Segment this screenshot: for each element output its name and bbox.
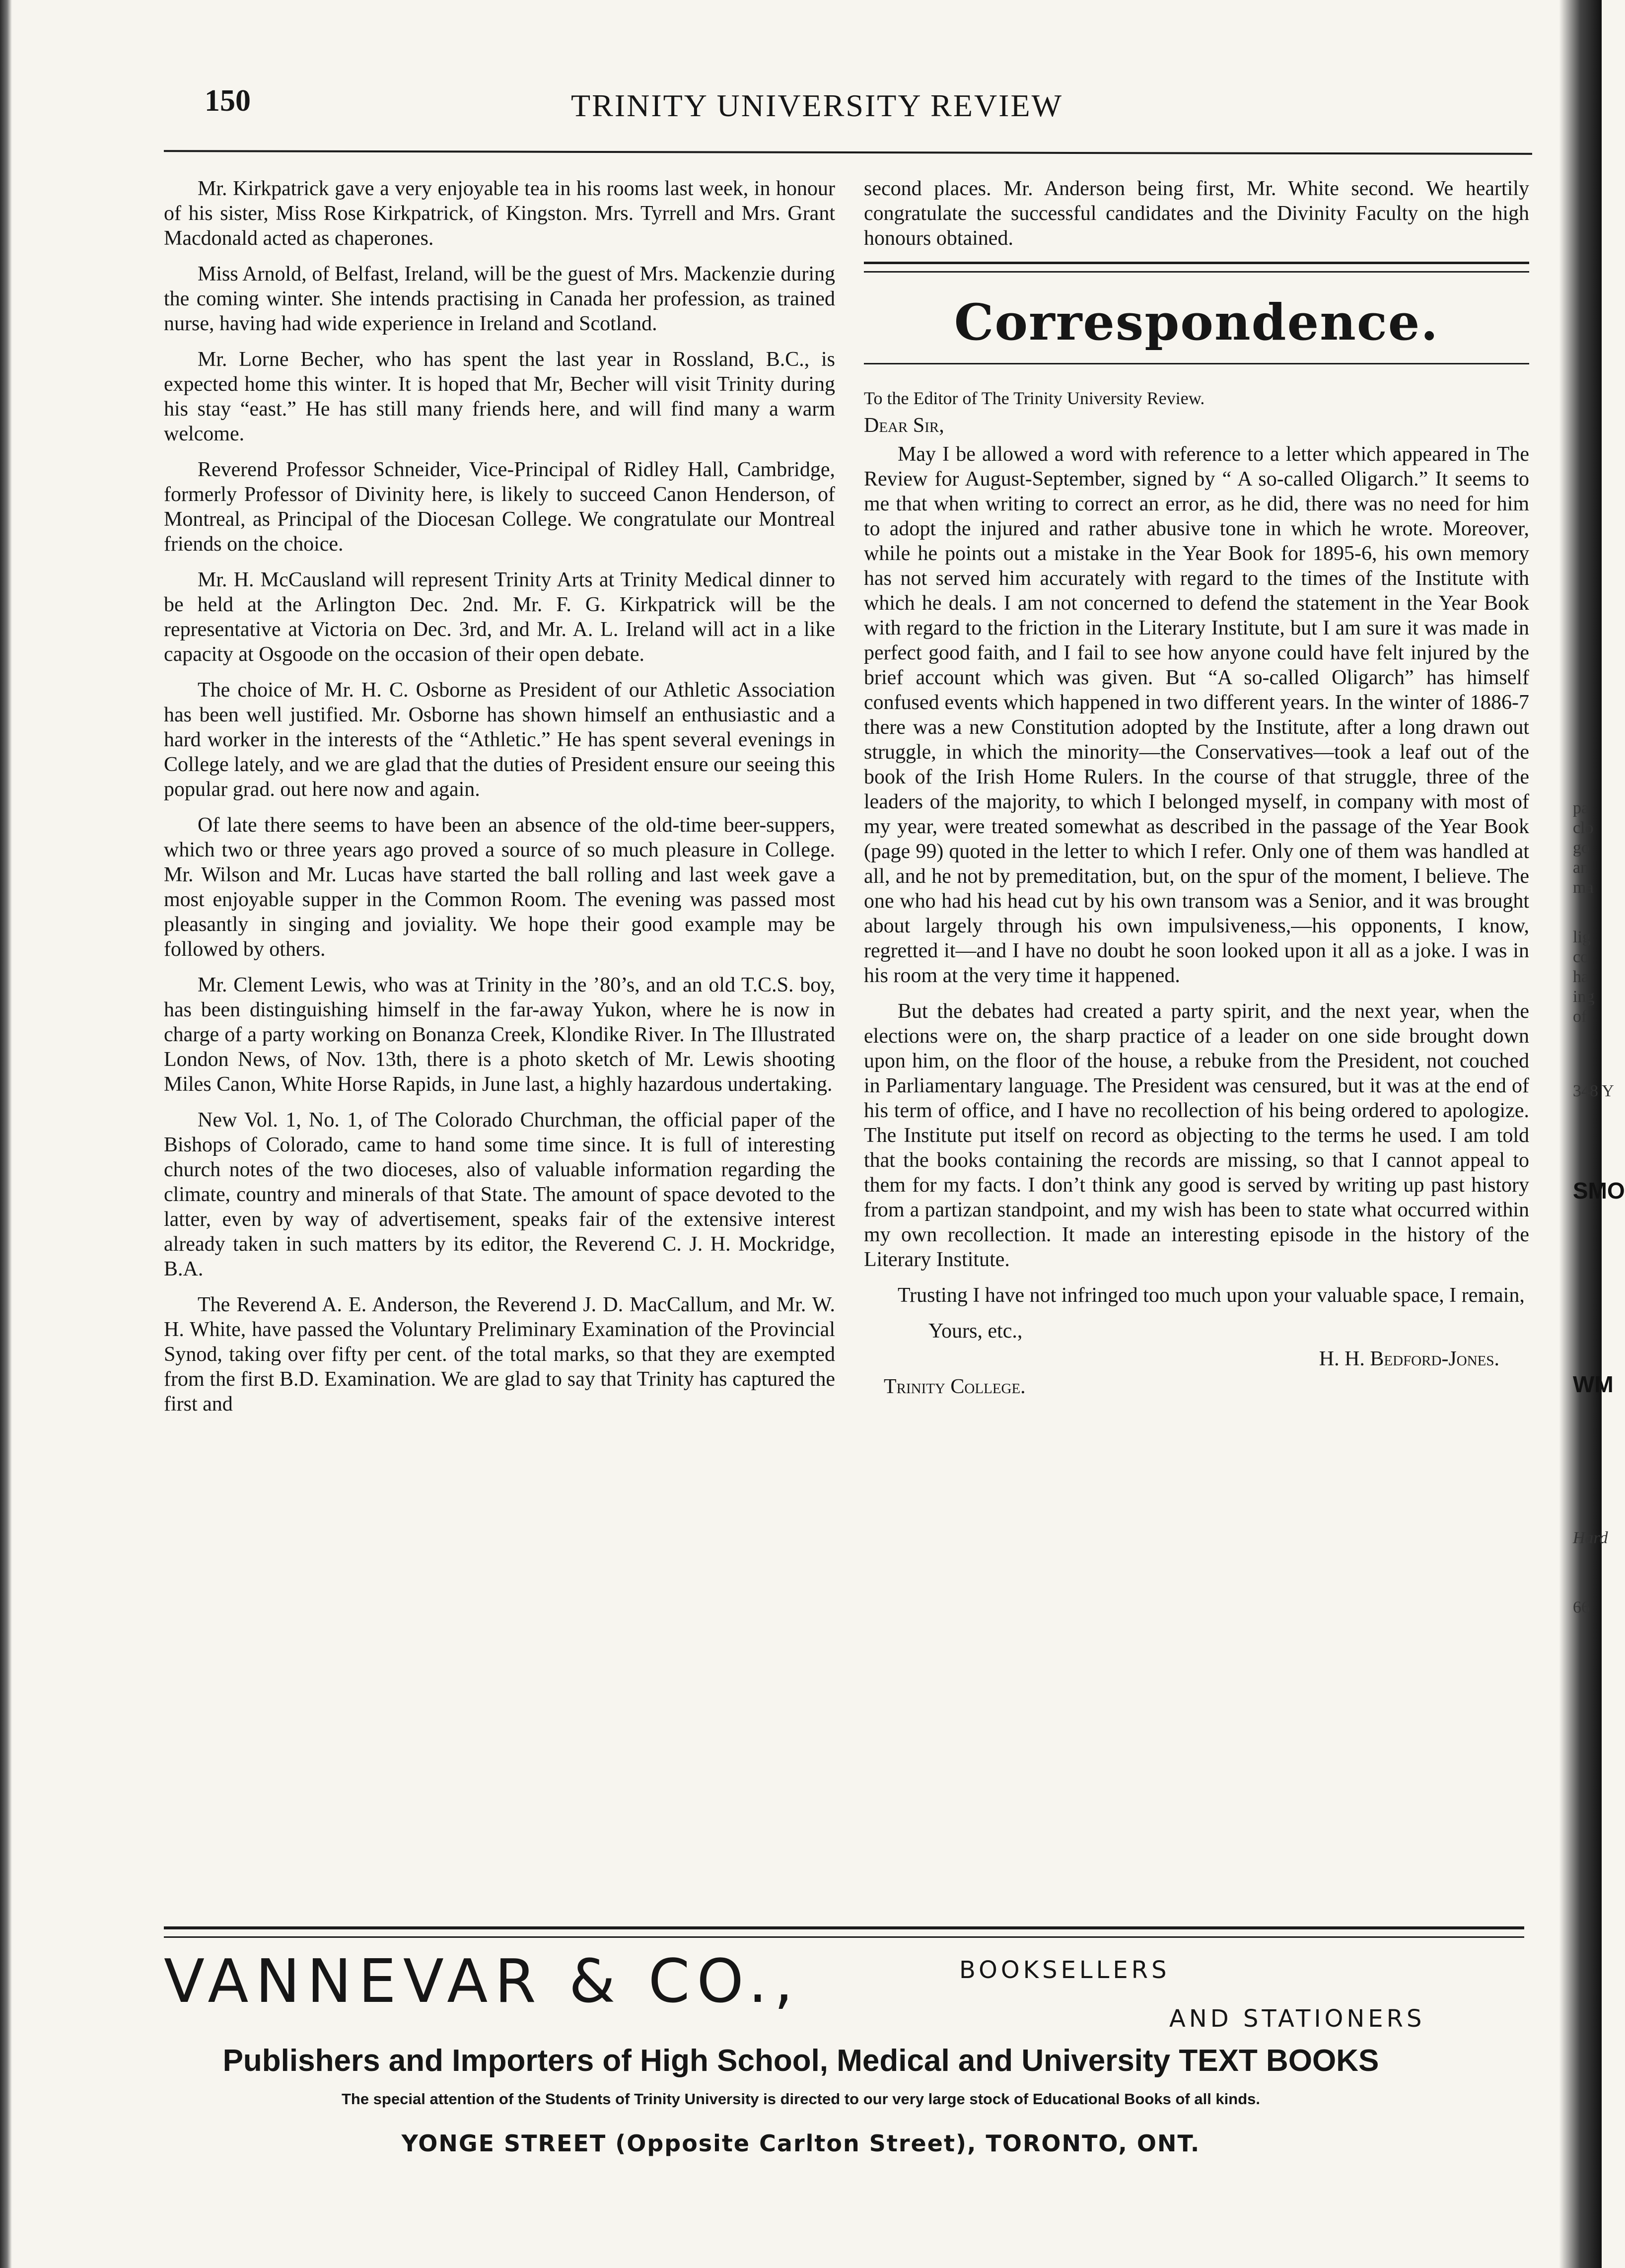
- letter-closing: Yours, etc.,: [928, 1320, 1023, 1343]
- advertisement-note: The special attention of the Students of Trinity University is directed to our very large stock of Educational Books of all kinds.: [341, 2090, 1261, 2108]
- section-title-rule: [864, 363, 1529, 364]
- continued-news-item: second places. Mr. Anderson being first, Mr. White second. We heartily congratulate the successful candidates and the Divinity Faculty on the high honours obtained.: [864, 177, 1529, 250]
- news-item: Of late there seems to have been an absence of the old-time beer-suppers, which two or three years ago proved a source of so much pleasure in College. Mr. Wilson and Mr. Lucas have started the ball rolling and last week gave a most enjoyable supper in the Common Room. The evening was passed most pleasantly in singing and joviality. We hope their good example may be followed by others.: [164, 814, 835, 961]
- letter-paragraph: But the debates had created a party spirit, and the next year, when the elections were on, the sharp practice of a leader on one side brought down upon him, on the floor of the house, a rebuke from the President, not couched in Parliamentary language. The President was censured, but it was at the end of his term of office, and I have no recollection of his being ordered to apologize. The Institute put itself on record as objecting to the terms he used. I am told that the books containing the records are missing, so that I cannot appeal to them for my facts. I don’t think any good is served by writing up past history from a partizan standpoint, and my wish has been to state what occurred within my own recollection. It made an interesting episode in the history of the Literary Institute.: [864, 1000, 1529, 1271]
- facing-page-fragment: lig: [1573, 928, 1591, 946]
- facing-page-fragment: Hard: [1573, 1529, 1608, 1547]
- advertiser-name: VANNEVAR & CO.,: [164, 1947, 800, 2016]
- facing-page-fragment: of: [1573, 1007, 1587, 1026]
- facing-page-fragment: 348 Y: [1573, 1082, 1614, 1100]
- page-number: 150: [205, 84, 251, 118]
- letter-paragraph: Trusting I have not infringed too much upon your valuable space, I remain,: [898, 1284, 1525, 1307]
- section-title: Correspondence.: [954, 293, 1439, 352]
- news-item: Mr. Kirkpatrick gave a very enjoyable tea in his rooms last week, in honour of his sister, Miss Rose Kirkpatrick, of Kingston. Mrs. Tyrrell and Mrs. Grant Macdonald acted as chaperones.: [164, 177, 835, 250]
- letter-location: Trinity College.: [884, 1375, 1026, 1398]
- news-item: Mr. Clement Lewis, who was at Trinity in the ’80’s, and an old T.C.S. boy, has been distinguishing himself in the far-away Yukon, where he is now in charge of a party working on Bonanza Creek, Klondike River. In The Illustrated London News, of Nov. 13th, there is a photo sketch of Mr. Lewis shooting Miles Canon, White Horse Rapids, in June last, a highly hazardous undertaking.: [164, 974, 835, 1096]
- news-item: The Reverend A. E. Anderson, the Reverend J. D. MacCallum, and Mr. W. H. White, have passed the Voluntary Preliminary Examination of the Provincial Synod, taking over fifty per cent. of the total marks, so that they are exempted from the first B.D. Examination. We are glad to say that Trinity has captured the first and: [164, 1293, 835, 1416]
- letter-paragraph: May I be allowed a word with reference to a letter which appeared in The Review for August-September, signed by “ A so-called Oligarch.” It seems to me that when writing to correct an error, as he did, there was no need for him to adopt the injured and rather abusive tone in which he wrote. Moreover, while he points out a mistake in the Year Book for 1895-6, his own memory has not served him accurately with regard to the times of the Institute with which he deals. I am not concerned to defend the statement in the Year Book with regard to the friction in the Literary Institute, but I am sure it was made in perfect good faith, and I fail to see how anyone could have felt injured by the brief account which was given. But “A so-called Oligarch” has himself confused events which happened in two different years. In the winter of 1886-7 there was a new Constitution adopted by the Institute, after a long drawn out struggle, in which the minority—the Conservatives—took a leaf out of the book of the Irish Home Rulers. In the course of that struggle, three of the leaders of the majority, to which I belonged myself, in company with most of my year, were treated somewhat as described in the passage of the Year Book (page 99) quoted in the letter to which I refer. Only one of them was handled at all, and he not by premeditation, but, on the spur of the moment, I believe. The one who had his head cut by his own transom was a Senior, and it was brought about largely through his own impulsiveness,—his opponents, I know, regretted it—and I have no doubt he soon looked upon it all as a joke. I was in his room at the very time it happened.: [864, 443, 1529, 987]
- facing-page-fragment: 66: [1573, 1598, 1590, 1617]
- news-item: Reverend Professor Schneider, Vice-Principal of Ridley Hall, Cambridge, formerly Professor of Divinity here, is likely to succeed Canon Henderson, of Montreal, as Principal of the Diocesan College. We congratulate our Montreal friends on the choice.: [164, 458, 835, 556]
- advertiser-trade-1: BOOKSELLERS: [959, 1956, 1170, 1984]
- facing-page-fragment: SMO: [1573, 1178, 1625, 1204]
- letter-salutation: Dear Sir,: [864, 414, 944, 437]
- letter-address: To the Editor of The Trinity University Review.: [864, 388, 1205, 408]
- advertisement-headline: Publishers and Importers of High School, Medical and University TEXT BOOKS: [222, 2044, 1379, 2078]
- facing-page-fragment: ing: [1573, 988, 1595, 1006]
- news-item: The choice of Mr. H. C. Osborne as President of our Athletic Association has been well justified. Mr. Osborne has shown himself an enthusiastic and a hard worker in the interests of the “Athletic.” He has spent several evenings in College lately, and we are glad that the duties of President ensure our seeing this popular grad. out here now and again.: [164, 679, 835, 801]
- advertiser-trade-2: AND STATIONERS: [1169, 2005, 1425, 2033]
- page-header: [0, 83, 1602, 138]
- left-column: [164, 176, 835, 1427]
- facing-page-fragment: co: [1573, 948, 1589, 966]
- letter-signature: H. H. Bedford-Jones.: [1319, 1347, 1499, 1370]
- facing-page-fragment: WM: [1573, 1371, 1614, 1397]
- news-item: Mr. H. McCausland will represent Trinity Arts at Trinity Medical dinner to be held at the Arlington Dec. 2nd. Mr. F. G. Kirkpatrick will be the representative at Victoria on Dec. 3rd, and Mr. A. L. Ireland will act in a like capacity at Osgoode on the occasion of their open debate.: [164, 568, 835, 666]
- facing-page-fragment: ha: [1573, 968, 1589, 986]
- facing-page-fragment: an: [1573, 858, 1589, 877]
- header-rule: [164, 150, 1532, 155]
- right-column: [864, 176, 1529, 1410]
- scan-edge-left: [0, 0, 12, 2268]
- facing-page-fragment: go: [1573, 839, 1590, 857]
- section-divider: [864, 262, 1529, 273]
- scan-edge-right: [1559, 0, 1625, 2268]
- facing-page-fragment: ma: [1573, 878, 1594, 897]
- advertisement-rule: [164, 1926, 1524, 1938]
- advertisement-address: YONGE STREET (Opposite Carlton Street), TORONTO, ONT.: [401, 2130, 1201, 2157]
- news-item: Miss Arnold, of Belfast, Ireland, will be the guest of Mrs. Mackenzie during the coming winter. She intends practising in Canada her profession, as trained nurse, having had wide experience in Ireland and Scotland.: [164, 263, 835, 335]
- news-item: Mr. Lorne Becher, who has spent the last year in Rossland, B.C., is expected home this winter. It is hoped that Mr, Becher will visit Trinity during his stay “east.” He has still many friends here, and will find many a warm welcome.: [164, 348, 835, 445]
- journal-title: TRINITY UNIVERSITY REVIEW: [571, 88, 1063, 123]
- facing-page-fragment: clo: [1573, 819, 1594, 837]
- news-item: New Vol. 1, No. 1, of The Colorado Churchman, the official paper of the Bishops of Colorado, came to hand some time since. It is full of interesting church notes of the two dioceses, also of valuable information regarding the climate, country and minerals of that State. The amount of space devoted to the latter, even by way of advertisement, speaks fair of the extensive interest already taken in such matters by its editor, the Reverend C. J. H. Mockridge, B.A.: [164, 1109, 835, 1280]
- facing-page-fragment: pa: [1573, 799, 1589, 817]
